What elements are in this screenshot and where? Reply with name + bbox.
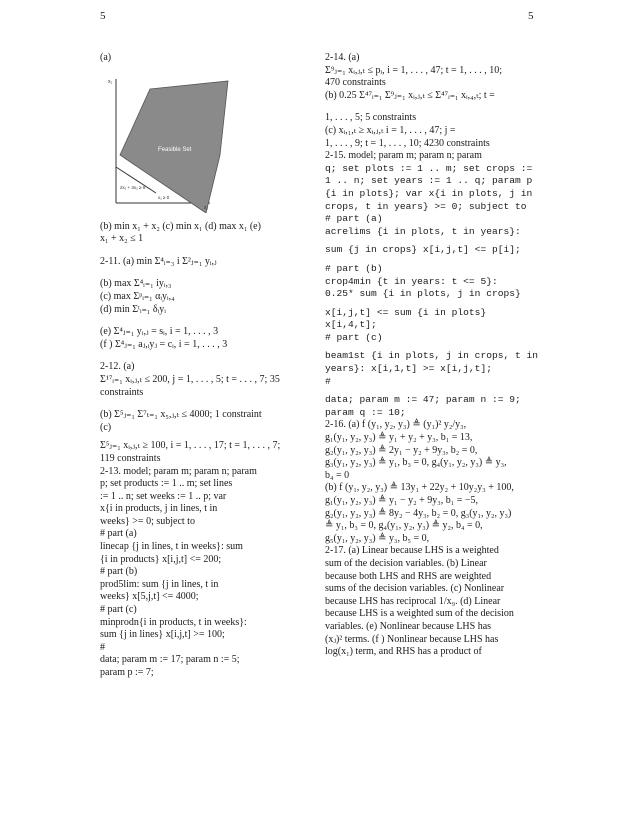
code-line: years}: x[i,1,t] >= x[i,j,t]; [325,363,492,375]
code-line: sum {j in crops} x[i,j,t] <= p[i]; [325,244,521,256]
text-line: because both LHS and RHS are weighted [325,570,492,582]
code-line: crops, t in years} >= 0; subject to [325,200,527,212]
text-line: b₄ = 0 [325,469,350,481]
text-line: # part (a) [100,528,137,540]
text-line: (b) max Σ⁴ᵢ₌₁ iyᵢ,₃ [100,278,172,290]
text-line: weeks} >= 0; subject to [100,515,195,527]
text-line: (b) f (y₁, y₂, y₃) ≜ 13y₁ + 22y₂ + 10y₂y₃ + 100, [325,482,514,494]
text-line: (b) Σ⁵ⱼ₌₁ Σ⁷ₜ₌₁ x₅,ⱼ,ₜ ≤ 4000; 1 constraint [100,409,262,421]
text-line: # part (b) [100,566,138,578]
text-line: (xⱼ)² terms. (f ) Nonlinear because LHS has [325,633,499,645]
text-line: # part (c) [100,604,137,616]
text-line: x{i in products, j in lines, t in [100,503,218,515]
text-line: 2-17. (a) Linear because LHS is a weighted [325,545,499,557]
x2-axis-label: x₂ [108,78,113,85]
text-line: (c) [100,421,112,433]
text-line: 2-15. model; param m; param n; param [325,150,482,162]
constraint-label: x₁ ≥ 0 [158,194,170,200]
page-number-right: 5 [528,10,534,22]
text-line: (f ) Σ⁴ⱼ₌₁ aⱼ,ᵢyⱼ = cᵢ, i = 1, . . . , 3 [100,338,228,350]
text-line: minprodn{i in products, t in weeks}: [100,616,247,628]
text-line: sum {j in lines} x[i,j,t] >= 100; [100,629,225,641]
code-line: data; param m := 47; param n := 9; [325,394,521,406]
code-line: beam1st {i in plots, j in crops, t in [325,350,539,362]
text-line: (c) xᵢ,₁,ₜ ≥ xᵢ,ⱼ,ₜ i = 1, . . . , 47; j = [325,124,456,136]
page-number-left: 5 [100,10,106,22]
text-line: {i in products} x[i,j,t] <= 200; [100,553,222,565]
code-line: x[i,4,t]; [325,319,377,331]
text-line: because LHS has reciprocal 1/x₉. (d) Linear [325,595,501,607]
text-line: # [100,641,105,653]
text-line: (e) Σ⁴ⱼ₌₁ yᵢ,ⱼ = sᵢ, i = 1, . . . , 3 [100,326,219,338]
text-line: 2-16. (a) f (y₁, y₂, y₃) ≜ (y₁)² y₂/y₃, [325,419,467,431]
code-line: {i in plots}; var x{i in plots, j in [325,187,533,199]
constraint-label: 2x₁ + 3x₂ ≥ 6 [120,184,146,190]
text-line: linecap {j in lines, t in weeks}: sum [100,541,243,553]
text-line: g₁(y₁, y₂, y₃) ≜ y₁ + y₂ + y₃, b₁ = 13, [325,432,473,444]
feasible-set-plot [100,71,310,213]
code-line: q; set plots := 1 .. m; set crops := [325,162,533,174]
text-line: Σ⁵ⱼ₌₁ xᵢ,ⱼ,ₜ ≥ 100, i = 1, . . . , 17; t = 1, . . . , 7; [100,440,281,452]
text-line: 2-11. (a) min Σ⁴ᵢ₌₃ i Σ²ⱼ₌₁ yᵢ,ⱼ [100,255,217,267]
text-line: variables. (e) Nonlinear because LHS has [325,620,492,632]
feasible-set-label: Feasible Set [158,146,192,153]
code-line: 1 .. n; set years := 1 .. q; param p [325,175,533,187]
x1-axis-label: x₁ [204,204,209,211]
text-line: (b) min x₁ + x₂ (c) min x₁ (d) max x₁ (e) [100,220,261,232]
text-line: Σ⁹ⱼ₌₁ xᵢ,ⱼ,ₜ ≤ pᵢ, i = 1, . . . , 47; t = 1, . . . , 10; [325,64,502,76]
text-line: := 1 .. n; set weeks := 1 .. p; var [100,490,227,502]
text-line: g₂(y₁, y₂, y₃) ≜ 8y₂ − 4y₃, b₂ = 0, g₃(y₁, y₂, y₃) [325,507,512,519]
text-line: 1, . . . , 5; 5 constraints [325,112,417,124]
text-line: log(x₁) term, and RHS has a product of [325,646,482,658]
text-line: g₂(y₁, y₂, y₃) ≜ 2y₁ − y₂ + 9y₃, b₂ = 0, [325,444,478,456]
text-line: x₁ + x₂ ≤ 1 [100,233,144,245]
code-line: param q := 10; [325,406,406,418]
text-line: constraints [100,386,144,398]
code-line: 0.25* sum {i in plots, j in crops} [325,288,521,300]
code-line: # part (b) [325,262,383,274]
code-line: # [325,375,331,387]
text-line: data; param m := 17; param n := 5; [100,654,240,666]
text-line: param p := 7; [100,667,154,678]
text-line: g₁(y₁, y₂, y₃) ≜ y₁ − y₂ + 9y₃, b₁ = −5, [325,495,478,506]
text-line: Σ¹⁷ᵢ₌₁ xᵢ,ⱼ,ₜ ≤ 200, j = 1, . . . , 5; t = . . . , 7; 35 [100,373,280,385]
code-line: # part (a) [325,213,383,225]
text-line: 119 constraints [100,452,161,464]
text-line: ≜ y₁, b₃ = 0, g₄(y₁, y₂, y₃) ≜ y₂, b₄ = 0, [325,520,483,532]
text-line: weeks} x[5,j,t] <= 4000; [100,591,199,603]
text-line: g₅(y₁, y₂, y₃) ≜ y₃, b₅ = 0, [325,532,430,544]
text-line: sums of the decision variables. (c) Nonlinear [325,583,505,595]
text-line: (c) max Σᵖᵢ₌₁ αᵢyᵢ,₄ [100,290,175,302]
text-line: because LHS is a weighted sum of the decision [325,608,514,620]
feasible-set-figure [100,71,310,213]
text-line: 470 constraints [325,77,386,89]
text-line: sum of the decision variables. (b) Linear [325,557,487,569]
text-line: g₃(y₁, y₂, y₃) ≜ y₁, b₃ = 0, g₄(y₁, y₂, y₃) ≜ y₃, [325,457,507,469]
right-column [325,52,537,659]
code-line: crop4min {t in years: t <= 5}: [325,275,498,287]
text-line: (d) min Σᵗᵢ₌₁ δᵢyᵢ [100,303,166,315]
left-column [100,52,308,680]
text-line: p; set products := 1 .. m; set lines [100,478,233,490]
text-line: (b) 0.25 Σ⁴⁷ᵢ₌₁ Σ⁹ⱼ₌₁ xᵢ,ⱼ,ₜ ≤ Σ⁴⁷ᵢ₌₁ xᵢ,₄,ₜ; t = [325,89,495,101]
text-line: 2-14. (a) [325,52,360,63]
text-line: prod5lim: sum {j in lines, t in [100,578,219,590]
code-line: x[i,j,t] <= sum {i in plots} [325,306,487,318]
text-line: 2-12. (a) [100,361,135,373]
text-line: (a) [100,52,112,63]
text-line: 1, . . . , 9; t = 1, . . . , 10; 4230 constraints [325,137,490,149]
code-line: acrelims {i in plots, t in years}: [325,225,521,237]
text-line: 2-13. model; param m; param n; param [100,465,257,477]
code-line: # part (c) [325,331,383,343]
